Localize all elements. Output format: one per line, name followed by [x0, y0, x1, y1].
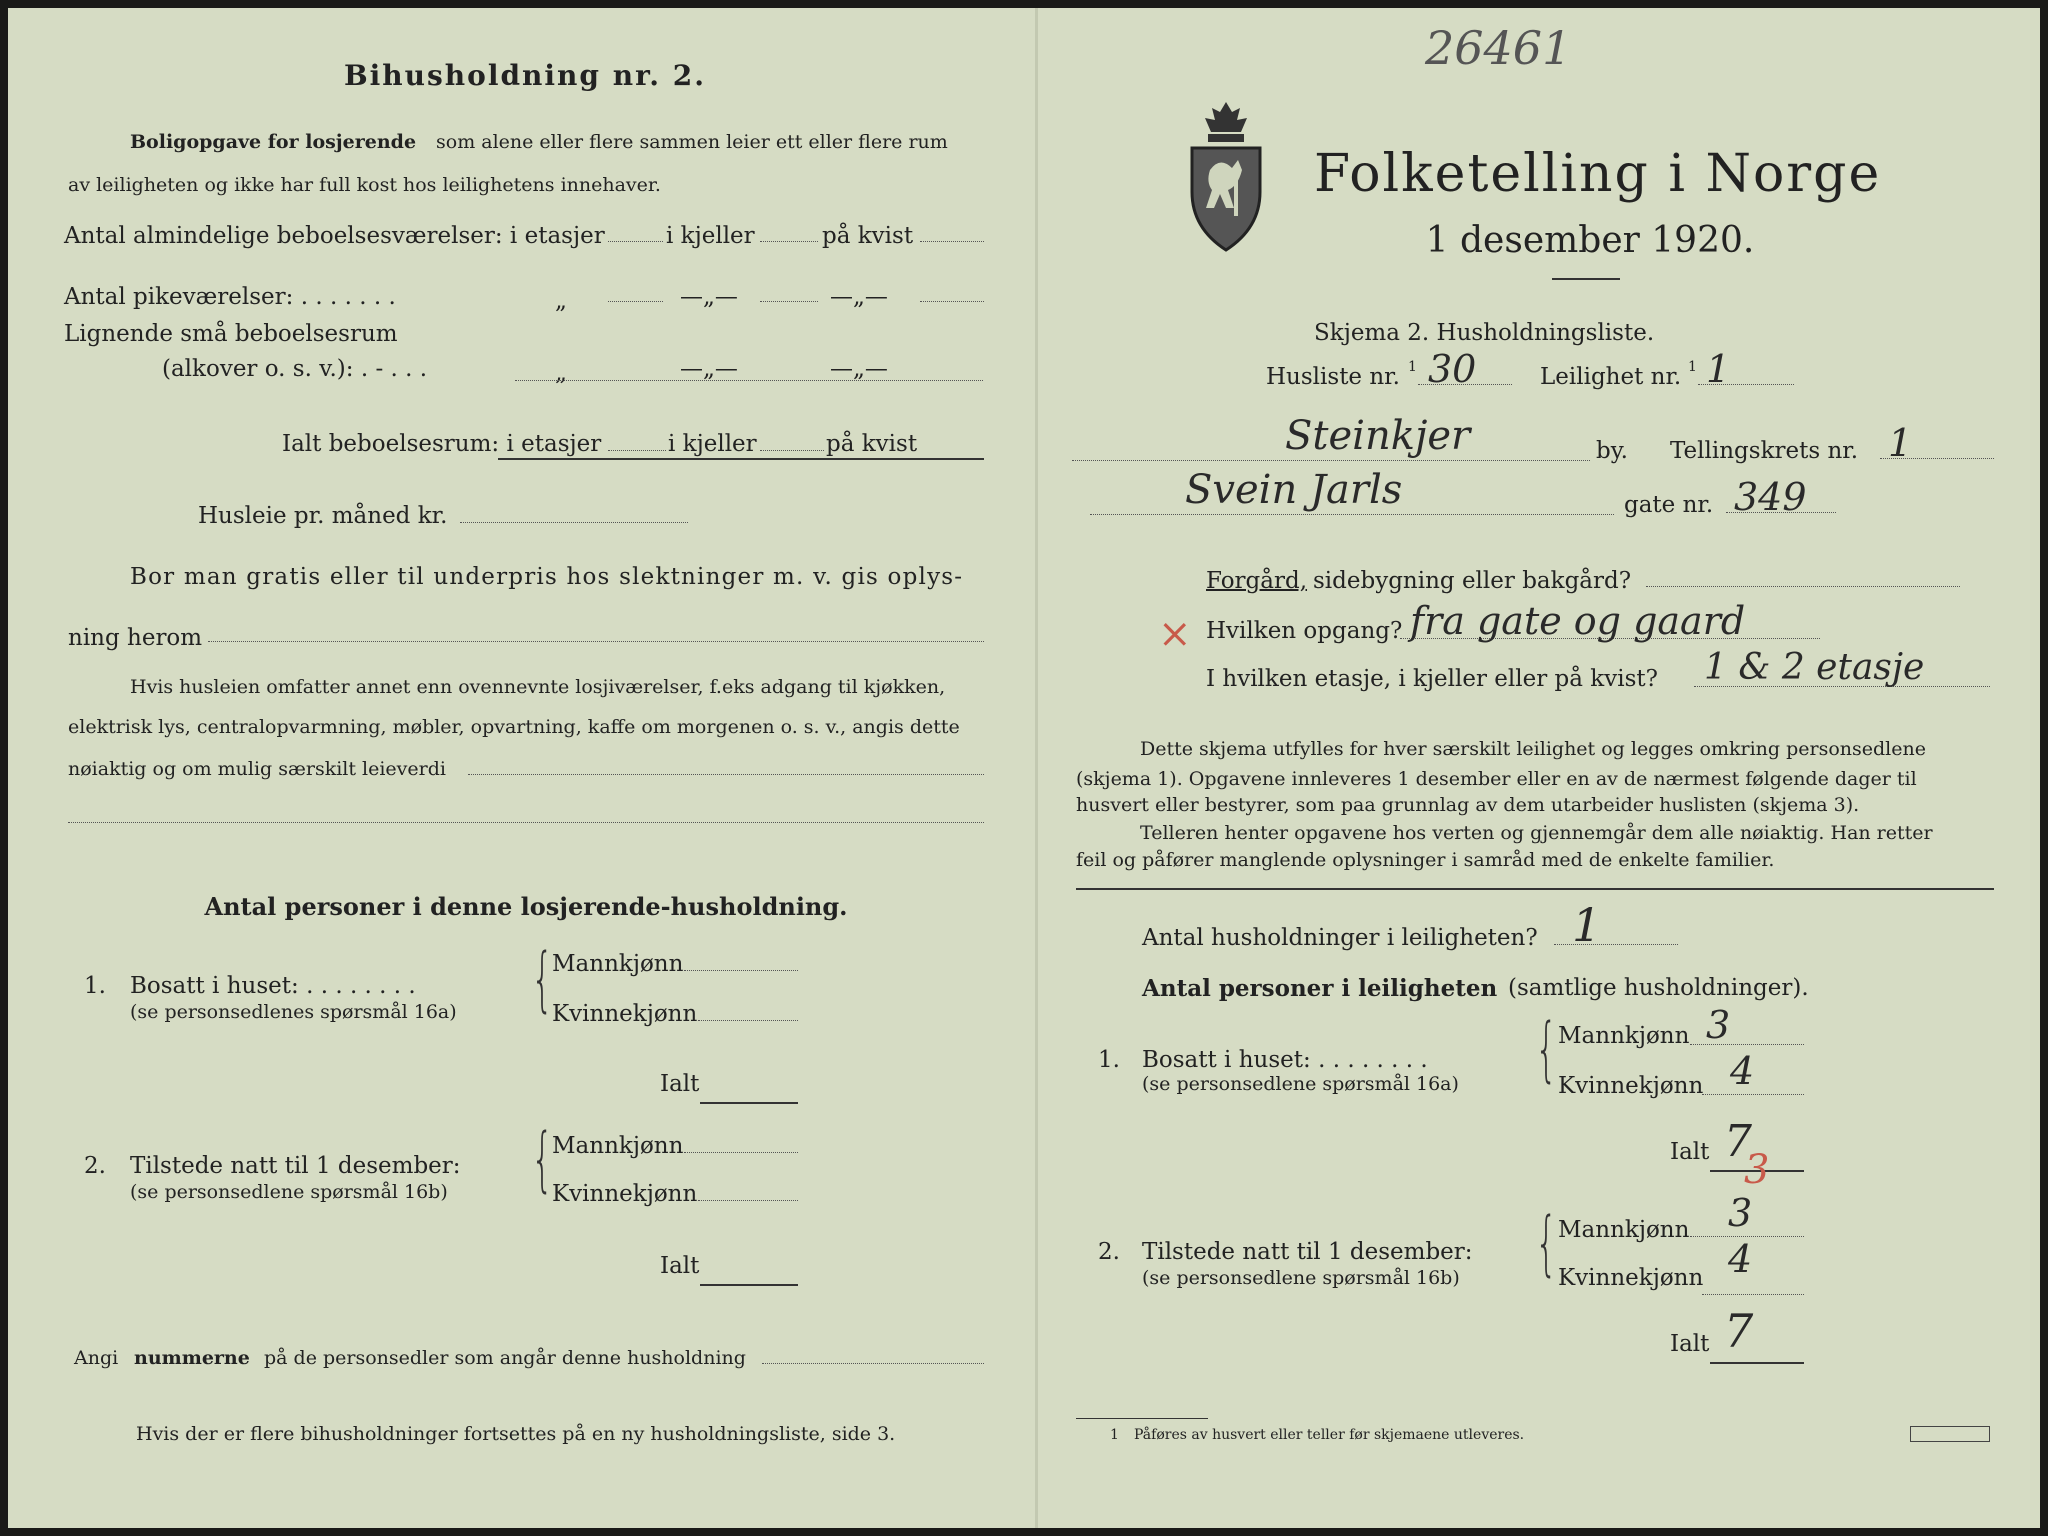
leilighet-footnote-mark: 1	[1688, 359, 1697, 375]
left-item2-num: 2.	[84, 1153, 106, 1179]
etasje-value: 1 & 2 etasje	[1704, 647, 1925, 688]
instr-line-4: Telleren henter opgavene hos verten og gjennemgår dem alle nøiaktig. Han retter	[1140, 822, 1933, 844]
right-item2-brace: {	[1535, 1202, 1558, 1284]
footnote-text: Påføres av husvert eller teller før skjemaene utleveres.	[1134, 1427, 1525, 1443]
forgaard-line	[1646, 586, 1960, 587]
intro-bold: Boligopgave for losjerende	[130, 131, 417, 153]
ialt-kjeller: i kjeller	[668, 431, 757, 457]
persons-rest: (samtlige husholdninger).	[1508, 975, 1809, 1001]
leilighet-label: Leilighet nr.	[1540, 364, 1682, 390]
right-item2-num: 2.	[1098, 1239, 1120, 1265]
instr-line-5: feil og påfører manglende oplysninger i samråd med de enkelte familier.	[1076, 849, 1775, 871]
husleie-line	[460, 522, 688, 523]
rooms-label: Antal almindelige beboelsesværelser: i etasjer	[64, 223, 605, 249]
tellingskrets-label: Tellingskrets nr.	[1670, 438, 1859, 464]
husleien-line-1: Hvis husleien omfatter annet enn ovennevnte losjiværelser, f.eks adgang til kjøkken,	[130, 676, 946, 698]
page-fold	[1035, 8, 1038, 1528]
husleien-line-3: nøiaktig og om mulig særskilt leieverdi	[68, 758, 446, 780]
gratis-line-1: Bor man gratis eller til underpris hos slektninger m. v. gis oplys-	[130, 564, 964, 590]
right-item2-mann: Mannkjønn	[1558, 1217, 1690, 1243]
pike-line-1	[608, 301, 663, 302]
lign-ditto-3: —„—	[830, 356, 888, 382]
left-item2-ialt: Ialt	[660, 1253, 700, 1279]
left-item2-mann-line	[684, 1152, 798, 1153]
left-item1-sub: (se personsedlenes spørsmål 16a)	[130, 1001, 457, 1023]
bosatt-ialt-value: 7	[1724, 1116, 1752, 1167]
instr-line-3: husvert eller bestyrer, som paa grunnlag av dem utarbeider huslisten (skjema 3).	[1076, 794, 1860, 816]
left-footer: Hvis der er flere bihusholdninger fortsettes på en ny husholdningsliste, side 3.	[136, 1423, 896, 1445]
intro-rest-2: av leiligheten og ikke har full kost hos leilighetens innehaver.	[68, 174, 661, 196]
date-rule	[1552, 278, 1620, 280]
angi-pre: Angi	[74, 1347, 119, 1369]
opgang-label: Hvilken opgang?	[1206, 618, 1403, 644]
left-item1-kvinne-line	[698, 1020, 798, 1021]
left-item2-sub: (se personsedlene spørsmål 16b)	[130, 1181, 448, 1203]
husliste-footnote-mark: 1	[1408, 359, 1417, 375]
ialt-rooms-label: Ialt beboelsesrum: i etasjer	[282, 431, 602, 457]
right-item1-num: 1.	[1098, 1047, 1120, 1073]
rooms-kvist-line	[920, 241, 984, 242]
gate-label: gate nr.	[1624, 492, 1714, 518]
angi-line	[762, 1363, 984, 1364]
left-item1-mann-line	[684, 970, 798, 971]
right-item2-ialt-rule	[1710, 1362, 1804, 1364]
skjema-label: Skjema 2. Husholdningsliste.	[1314, 320, 1655, 346]
right-date: 1 desember 1920.	[1425, 220, 1755, 261]
footnote-rule	[1076, 1418, 1208, 1419]
town-value: Steinkjer	[1285, 413, 1471, 459]
street-line	[1090, 514, 1614, 515]
left-item2-kvinne-line	[698, 1200, 798, 1201]
right-item1-ialt: Ialt	[1670, 1139, 1710, 1165]
right-item1-mann: Mannkjønn	[1558, 1023, 1690, 1049]
husliste-label: Husliste nr.	[1266, 364, 1400, 390]
left-item1-ialt-rule	[700, 1102, 798, 1104]
ialt-kjeller-line	[760, 450, 824, 451]
right-item1-kvinne-line	[1702, 1094, 1804, 1095]
pike-ditto-1: „	[555, 288, 567, 314]
opgang-value: fra gate og gaard	[1410, 599, 1746, 643]
instr-rule	[1076, 888, 1994, 890]
tilstede-kvinne-value: 4	[1728, 1237, 1753, 1281]
left-item1-kvinne: Kvinnekjønn	[552, 1001, 698, 1027]
leilighet-value: 1	[1706, 347, 1731, 391]
left-item2-brace: {	[531, 1118, 554, 1200]
rooms-kjeller: i kjeller	[666, 223, 755, 249]
right-item1-brace: {	[1535, 1008, 1558, 1090]
left-item1-mann: Mannkjønn	[552, 951, 684, 977]
right-item1-sub: (se personsedlene spørsmål 16a)	[1142, 1073, 1459, 1095]
pikevaerelser-label: Antal pikeværelser: . . . . . . .	[64, 284, 396, 310]
lign-ditto-1: „	[555, 360, 567, 386]
tilstede-ialt-value: 7	[1724, 1304, 1754, 1358]
bosatt-mann-value: 3	[1706, 1003, 1731, 1047]
forgaard-rest: sidebygning eller bakgård?	[1313, 568, 1632, 594]
pike-ditto-2: —„—	[680, 284, 738, 310]
left-item2-mann: Mannkjønn	[552, 1133, 684, 1159]
ialt-etasjer-line	[608, 450, 666, 451]
left-item2-ialt-rule	[700, 1284, 798, 1286]
leieverdi-line-2	[68, 822, 984, 823]
lign-ditto-2: —„—	[680, 356, 738, 382]
stamp-number: 26461	[1425, 21, 1572, 75]
angi-post: på de personsedler som angår denne husholdning	[264, 1347, 746, 1369]
right-item2-kvinne: Kvinnekjønn	[1558, 1265, 1704, 1291]
lignende-label-1: Lignende små beboelsesrum	[64, 321, 398, 347]
instr-line-1: Dette skjema utfylles for hver særskilt leilighet og legges omkring personsedlene	[1140, 738, 1926, 760]
bosatt-ialt-correction: 3	[1744, 1147, 1770, 1193]
left-item2-kvinne: Kvinnekjønn	[552, 1181, 698, 1207]
street-value: Svein Jarls	[1185, 467, 1403, 513]
left-item1-ialt: Ialt	[660, 1071, 700, 1097]
etasje-label: I hvilken etasje, i kjeller eller på kvist?	[1206, 666, 1658, 692]
right-item2-label: Tilstede natt til 1 desember:	[1142, 1239, 1473, 1265]
right-item2-ialt: Ialt	[1670, 1331, 1710, 1357]
instr-line-2: (skjema 1). Opgavene innleveres 1 desember eller en av de nærmest følgende dager til	[1076, 768, 1917, 790]
forgaard-underlined: Forgård,	[1206, 568, 1308, 594]
by-label: by.	[1596, 438, 1628, 464]
husleie-label: Husleie pr. måned kr.	[198, 503, 448, 529]
pike-line-2	[760, 301, 818, 302]
ialt-kvist: på kvist	[826, 431, 918, 457]
right-title: Folketelling i Norge	[1314, 144, 1882, 204]
printer-mark	[1910, 1426, 1990, 1442]
right-item2-sub: (se personsedlene spørsmål 16b)	[1142, 1267, 1460, 1289]
left-persons-heading: Antal personer i denne losjerende-husholdning.	[204, 892, 848, 921]
gate-value: 349	[1734, 475, 1807, 519]
footnote-mark: 1	[1110, 1427, 1119, 1443]
rooms-kjeller-line	[760, 241, 818, 242]
red-check-mark: ×	[1158, 611, 1192, 657]
tilstede-mann-value: 3	[1728, 1191, 1753, 1235]
pike-line-3	[920, 301, 984, 302]
town-line	[1072, 460, 1590, 461]
left-item1-label: Bosatt i huset: . . . . . . . .	[130, 973, 416, 999]
left-item2-label: Tilstede natt til 1 desember:	[130, 1153, 461, 1179]
households-label: Antal husholdninger i leiligheten?	[1142, 925, 1538, 951]
left-item1-num: 1.	[84, 973, 106, 999]
lign-line	[515, 380, 983, 381]
gratis-line	[208, 641, 984, 642]
husleien-line-2: elektrisk lys, centralopvarmning, møbler, opvartning, kaffe om morgenen o. s. v., angis dette	[68, 716, 960, 738]
gratis-line-2: ning herom	[68, 625, 203, 651]
right-item2-kvinne-line	[1702, 1294, 1804, 1295]
left-item1-brace: {	[531, 938, 554, 1020]
husliste-value: 30	[1428, 347, 1477, 391]
intro-rest-1: som alene eller flere sammen leier ett eller flere rum	[436, 131, 948, 153]
angi-bold: nummerne	[134, 1347, 250, 1369]
right-item1-kvinne: Kvinnekjønn	[1558, 1073, 1704, 1099]
pike-ditto-3: —„—	[830, 284, 888, 310]
persons-bold: Antal personer i leiligheten	[1142, 975, 1498, 1002]
rooms-kvist: på kvist	[822, 223, 914, 249]
rooms-etasjer-line	[608, 241, 663, 242]
leieverdi-line	[468, 774, 984, 775]
households-value: 1	[1572, 898, 1602, 952]
bosatt-kvinne-value: 4	[1730, 1049, 1755, 1093]
right-item1-label: Bosatt i huset: . . . . . . . .	[1142, 1047, 1428, 1073]
left-title: Bihusholdning nr. 2.	[344, 59, 706, 92]
coat-of-arms-icon	[1188, 96, 1264, 254]
ialt-rooms-rule	[498, 458, 984, 460]
tellingskrets-value: 1	[1888, 421, 1913, 465]
lignende-label-2: (alkover o. s. v.): . - . . .	[162, 356, 428, 382]
